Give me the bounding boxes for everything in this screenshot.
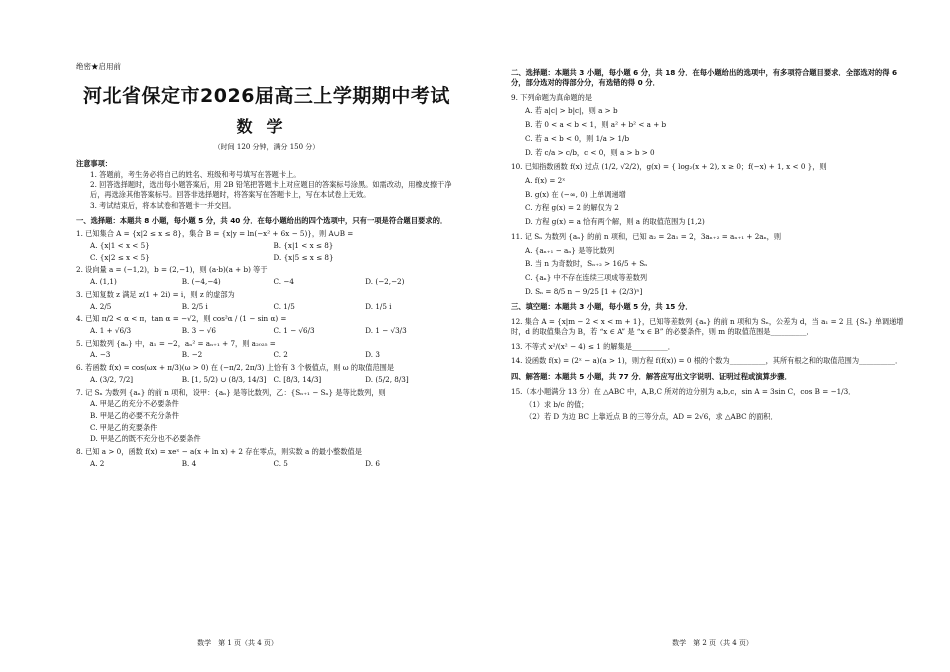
question-stem: 9. 下列命题为真命题的是 xyxy=(511,92,593,102)
option-b: B. −2 xyxy=(181,350,203,360)
page-footer: 数学 第 2 页（共 4 页） xyxy=(672,638,753,647)
option-a: A. {x|1 < x < 5} xyxy=(90,240,150,250)
options xyxy=(90,326,457,336)
option-b: B. 3 − √6 xyxy=(181,325,216,335)
question-8 xyxy=(76,447,457,468)
question-2 xyxy=(76,265,457,286)
question-stem: 15.（本小题满分 13 分）在 △ABC 中，A,B,C 所对的边分别为 a,b,c，sin A = 3sin C，cos B = −1/3． xyxy=(511,387,856,397)
option-a: A. 甲是乙的充分不必要条件 xyxy=(90,399,179,409)
option-c: C. 甲是乙的充要条件 xyxy=(90,422,158,432)
options xyxy=(90,459,457,469)
question-7 xyxy=(76,388,457,445)
option-d: D. 1 − √3/3 xyxy=(365,325,407,335)
option-b: B. 若 0 < a < b < 1，则 a² + b² < a + b xyxy=(525,120,667,130)
option-c: C. 若 a < b < 0，则 1/a > 1/b xyxy=(525,133,630,143)
confidential-label: 绝密★启用前 xyxy=(76,62,121,71)
question-stem: 6. 若函数 f(x) = cos(ωx + π/3)(ω > 0) 在 (−π/2, 2π/3) 上恰有 3 个极值点，则 ω 的取值范围是 xyxy=(76,363,395,373)
option-c: C. {x|2 ≤ x < 5} xyxy=(90,252,150,262)
question-11 xyxy=(511,232,910,297)
option-b: B. [1, 5/2) ∪ (8/3, 14/3] xyxy=(181,374,267,384)
question-stem: 2. 设向量 a = (−1,2)，b = (2,−1)，则 (a·b)(a + b) 等于 xyxy=(76,265,268,275)
question-6 xyxy=(76,363,457,384)
option-b: B. {x|1 < x ≤ 8} xyxy=(273,240,334,250)
option-c: C. 1 − √6/3 xyxy=(273,325,315,335)
section-heading-2: 二、选择题：本题共 3 小题，每小题 6 分，共 18 分．在每小题给出的选项中，有多项符合题目要求．全部选对的得 6 分，部分选对的得部分分，有选错的得 0 分． xyxy=(511,68,898,87)
sub-question-2: （2）若 D 为边 BC 上靠近点 B 的三等分点，AD = 2√6，求 △ABC 的面积． xyxy=(525,412,778,422)
option-b: B. 2/5 i xyxy=(181,301,208,311)
option-d: D. 甲是乙的既不充分也不必要条件 xyxy=(90,434,201,444)
question-stem: 8. 已知 a > 0，函数 f(x) = xeˣ − a(x + ln x) + 2 存在零点，则实数 a 的最小整数值是 xyxy=(76,447,362,457)
option-b: B. 当 n 为奇数时，Sₙ₊₂ > 16/5 + Sₙ xyxy=(525,259,648,269)
option-a: A. (3/2, 7/2] xyxy=(90,374,134,384)
question-4 xyxy=(76,314,457,335)
notice-block xyxy=(76,159,457,211)
option-a: A. 1 + √6/3 xyxy=(90,325,132,335)
option-a: A. 若 a|c| > b|c|，则 a > b xyxy=(525,106,618,116)
question-5 xyxy=(76,339,457,360)
option-b: B. 甲是乙的必要不充分条件 xyxy=(90,411,179,421)
option-c: C. [8/3, 14/3] xyxy=(273,374,322,384)
options xyxy=(90,350,457,360)
option-a: A. 2/5 xyxy=(90,301,112,311)
section-heading-1: 一、选择题：本题共 8 小题，每小题 5 分，共 40 分．在每小题给出的四个选项中，只有一项是符合题目要求的． xyxy=(76,216,448,226)
question-stem: 7. 记 Sₙ 为数列 {aₙ} 的前 n 项和，设甲：{aₙ} 是等比数列，乙：{Sₙ₊₁ − Sₙ} 是等比数列，则 xyxy=(76,387,386,397)
option-d: D. 3 xyxy=(365,350,380,360)
subject-heading: 数学 xyxy=(236,116,297,136)
option-d: D. 6 xyxy=(365,458,380,468)
option-d: D. 方程 g(x) = a 恰有两个解，则 a 的取值范围为 [1,2) xyxy=(525,217,705,227)
option-d: D. {x|5 ≤ x ≤ 8} xyxy=(273,252,334,262)
notice-item: 3. 考试结束后，将本试卷和答题卡一并交回。 xyxy=(90,200,236,210)
question-12: 12. 集合 A = {x|m − 2 < x < m + 1}，已知等差数列 {aₙ} 的前 n 项和为 Sₙ，公差为 d，当 a₁ = 2 且 {Sₙ} 单调递增时，d 的取值集合为 B，若 “x ∈ A” 是 “x ∈ B” 的必要条件，则 m 的取值范围是__________． xyxy=(511,317,904,337)
question-13: 13. 不等式 x²/(x² − 4) ≤ 1 的解集是__________． xyxy=(511,341,675,351)
notice-title: 注意事项： xyxy=(76,158,112,168)
sub-question-1: （1）求 b/c 的值； xyxy=(525,399,589,409)
options xyxy=(90,375,457,385)
option-a: A. f(x) = 2ˣ xyxy=(525,176,566,185)
option-b: B. 4 xyxy=(181,458,197,468)
page-footer: 数学 第 1 页（共 4 页） xyxy=(197,638,278,647)
question-stem: 1. 已知集合 A = {x|2 ≤ x ≤ 8}，集合 B = {x|y = ln(−x² + 6x − 5)}，则 A∪B = xyxy=(76,229,354,239)
question-3 xyxy=(76,290,457,311)
option-c: C. 方程 g(x) = 2 的解仅为 2 xyxy=(525,203,619,213)
option-d: D. (−2,−2) xyxy=(365,277,405,287)
option-b: B. g(x) 在 (−∞, 0) 上单调递增 xyxy=(525,189,626,199)
option-c: C. 5 xyxy=(273,458,288,468)
option-c: C. 2 xyxy=(273,350,288,360)
option-d: D. 若 c/a > c/b，c < 0，则 a > b > 0 xyxy=(525,147,655,157)
option-a: A. (1,1) xyxy=(90,277,117,287)
question-15 xyxy=(511,387,910,422)
time-and-score: （时间 120 分钟，满分 150 分） xyxy=(213,143,320,152)
notice-item: 1. 答题前，考生务必将自己的姓名、班级和考号填写在答题卡上。 xyxy=(90,169,301,179)
question-10 xyxy=(511,162,910,227)
option-c: C. −4 xyxy=(273,277,294,287)
exam-title: 河北省保定市2026届高三上学期期中考试 xyxy=(83,85,450,108)
section-heading-3: 三、填空题：本题共 3 小题，每小题 5 分，共 15 分． xyxy=(511,302,693,312)
exam-page-2 xyxy=(475,0,950,672)
option-c: C. {aₙ} 中不存在连续三项成等差数列 xyxy=(525,273,648,283)
question-stem: 3. 已知复数 z 满足 z(1 + 2i) = i，则 z 的虚部为 xyxy=(76,289,235,299)
option-d: D. (5/2, 8/3] xyxy=(365,374,409,384)
option-a: A. 2 xyxy=(90,458,105,468)
options xyxy=(90,241,457,262)
question-stem: 4. 已知 π/2 < α < π，tan α = −√2，则 cos²α / (1 − sin α) = xyxy=(76,314,287,324)
question-14: 14. 设函数 f(x) = (2ˣ − a)(a > 1)，则方程 f(f(x)) = 0 根的个数为__________，其所有根之和的取值范围为__________． xyxy=(511,356,903,366)
option-d: D. Sₙ = 8/5 n − 9/25 [1 + (2/3)ⁿ] xyxy=(525,286,643,296)
section-heading-4: 四、解答题：本题共 5 小题，共 77 分．解答应写出文字说明、证明过程或演算步骤． xyxy=(511,372,792,382)
options xyxy=(90,302,457,312)
question-1 xyxy=(76,229,457,262)
option-c: C. 1/5 xyxy=(273,301,295,311)
question-9 xyxy=(511,93,910,158)
question-stem: 5. 已知数列 {aₙ} 中，a₁ = −2，aₙ² = aₙ₊₁ + 7，则 a₂₀₂₅ = xyxy=(76,338,276,348)
question-stem: 10. 已知指数函数 f(x) 过点 (1/2, √2/2)，g(x) = { log₂(x + 2), x ≥ 0；f(−x) + 1, x < 0 }，则 xyxy=(511,162,827,172)
option-d: D. 1/5 i xyxy=(365,301,392,311)
notice-item: 2. 回答选择题时，选出每小题答案后，用 2B 铅笔把答题卡上对应题目的答案标号涂黑。如需改动，用橡皮擦干净后，再选涂其他答案标号。回答非选择题时，将答案写在答题卡上，写在本试卷上无效。 xyxy=(90,180,452,199)
question-stem: 11. 记 Sₙ 为数列 {aₙ} 的前 n 项和，已知 a₂ = 2a₁ = 2，3aₙ₊₂ = aₙ₊₁ + 2aₙ，则 xyxy=(511,231,782,241)
option-b: B. (−4,−4) xyxy=(181,277,221,287)
option-a: A. −3 xyxy=(90,350,111,360)
option-a: A. {aₙ₊₁ − aₙ} 是等比数列 xyxy=(525,245,615,255)
options xyxy=(90,277,457,287)
